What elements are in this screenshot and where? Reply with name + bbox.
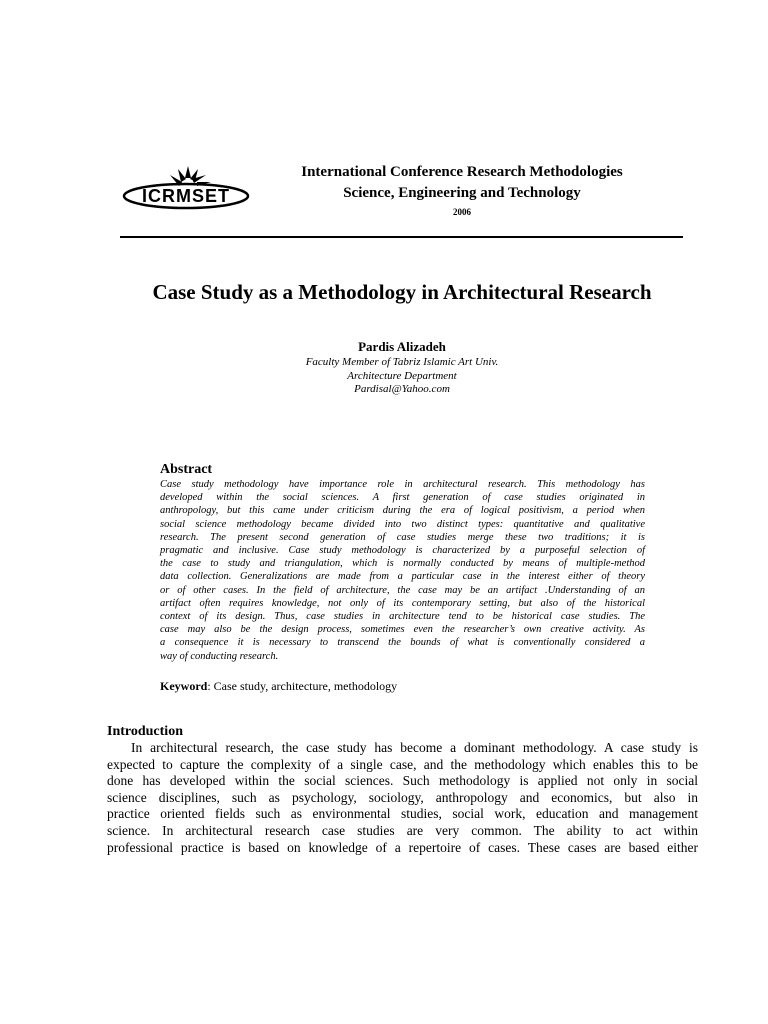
introduction-line: professional practice is based on knowledge of a repertoire of cases. These cases are based either — [107, 839, 698, 855]
introduction-line: science disciplines, such as psychology, sociology, anthropology and economics, but also in — [107, 789, 698, 805]
introduction-line: practice oriented fields such as environmental studies, social work, education and management — [107, 806, 698, 822]
header-divider — [120, 236, 683, 238]
author-email: Pardisal@Yahoo.com — [354, 383, 450, 395]
abstract-line: developed within the social sciences. A first generation of case studies originated in — [160, 492, 645, 504]
keywords — [160, 678, 397, 694]
paper-title: Case Study as a Methodology in Architectural Research — [152, 280, 652, 304]
affiliation-line: Architecture Department — [347, 369, 457, 382]
conference-year: 2006 — [453, 207, 471, 217]
abstract-line: anthropology, but this came under criticism during the era of logical positivism, a period when — [160, 505, 645, 517]
affiliation-line: Faculty Member of Tabriz Islamic Art Univ. — [305, 356, 499, 368]
keyword-label: Keyword — [160, 679, 208, 693]
abstract-line: Case study methodology have importance role in architectural research. This methodology has — [160, 479, 645, 490]
introduction-line: science. In architectural research case studies are very common. The ability to act within — [107, 822, 698, 838]
abstract-line: social science methodology became divided into two distinct types: quantitative and qualitative — [160, 518, 645, 530]
introduction-line: expected to capture the complexity of a single case, and the methodology which enables this to be — [107, 756, 698, 772]
abstract-line: a consequence it is necessary to transcend the bounds of what is conventionally considered a — [160, 637, 645, 649]
abstract-heading: Abstract — [160, 462, 213, 477]
abstract-line: or of other cases. In the field of architecture, the case may be an artifact .Understanding of an — [160, 584, 645, 596]
abstract-line: way of conducting research. — [160, 650, 279, 662]
keyword-values: : Case study, architecture, methodology — [207, 679, 398, 693]
logo-wordmark: ICRMSET — [142, 186, 230, 206]
conference-header — [280, 162, 644, 220]
abstract-line: artifact often requires knowledge, not only of its contemporary setting, but also of the historical — [160, 597, 645, 609]
abstract-line: context of its design. Thus, case studies in architecture tend to be historical case studies. The — [160, 611, 645, 623]
introduction-line: In architectural research, the case study has become a dominant methodology. A case study is — [131, 740, 698, 755]
conference-subtitle: Science, Engineering and Technology — [343, 185, 581, 201]
introduction-line: done has developed within the social sciences. Such methodology is applied not only in social — [107, 773, 698, 789]
abstract-line: case may also be the design process, sometimes even the researcher’s own creative activity. As — [160, 624, 645, 636]
abstract-line: research. The present second generation of case studies merge these two traditions; it is — [160, 531, 645, 543]
introduction-body — [107, 740, 698, 856]
author-name: Pardis Alizadeh — [358, 339, 446, 354]
abstract-line: data collection. Generalizations are made from a particular case in the interest either of theory — [160, 571, 645, 583]
abstract-body — [160, 478, 645, 663]
conference-name: International Conference Research Methodologies — [301, 164, 623, 180]
author-affiliation — [160, 356, 644, 397]
conference-logo — [112, 160, 272, 220]
abstract-line: the case to study and triangulation, which is normally conducted by means of multiple-method — [160, 558, 645, 570]
introduction-heading: Introduction — [107, 724, 183, 739]
abstract-line: pragmatic and inclusive. Case study methodology is characterized by a purposeful selection of — [160, 545, 645, 557]
